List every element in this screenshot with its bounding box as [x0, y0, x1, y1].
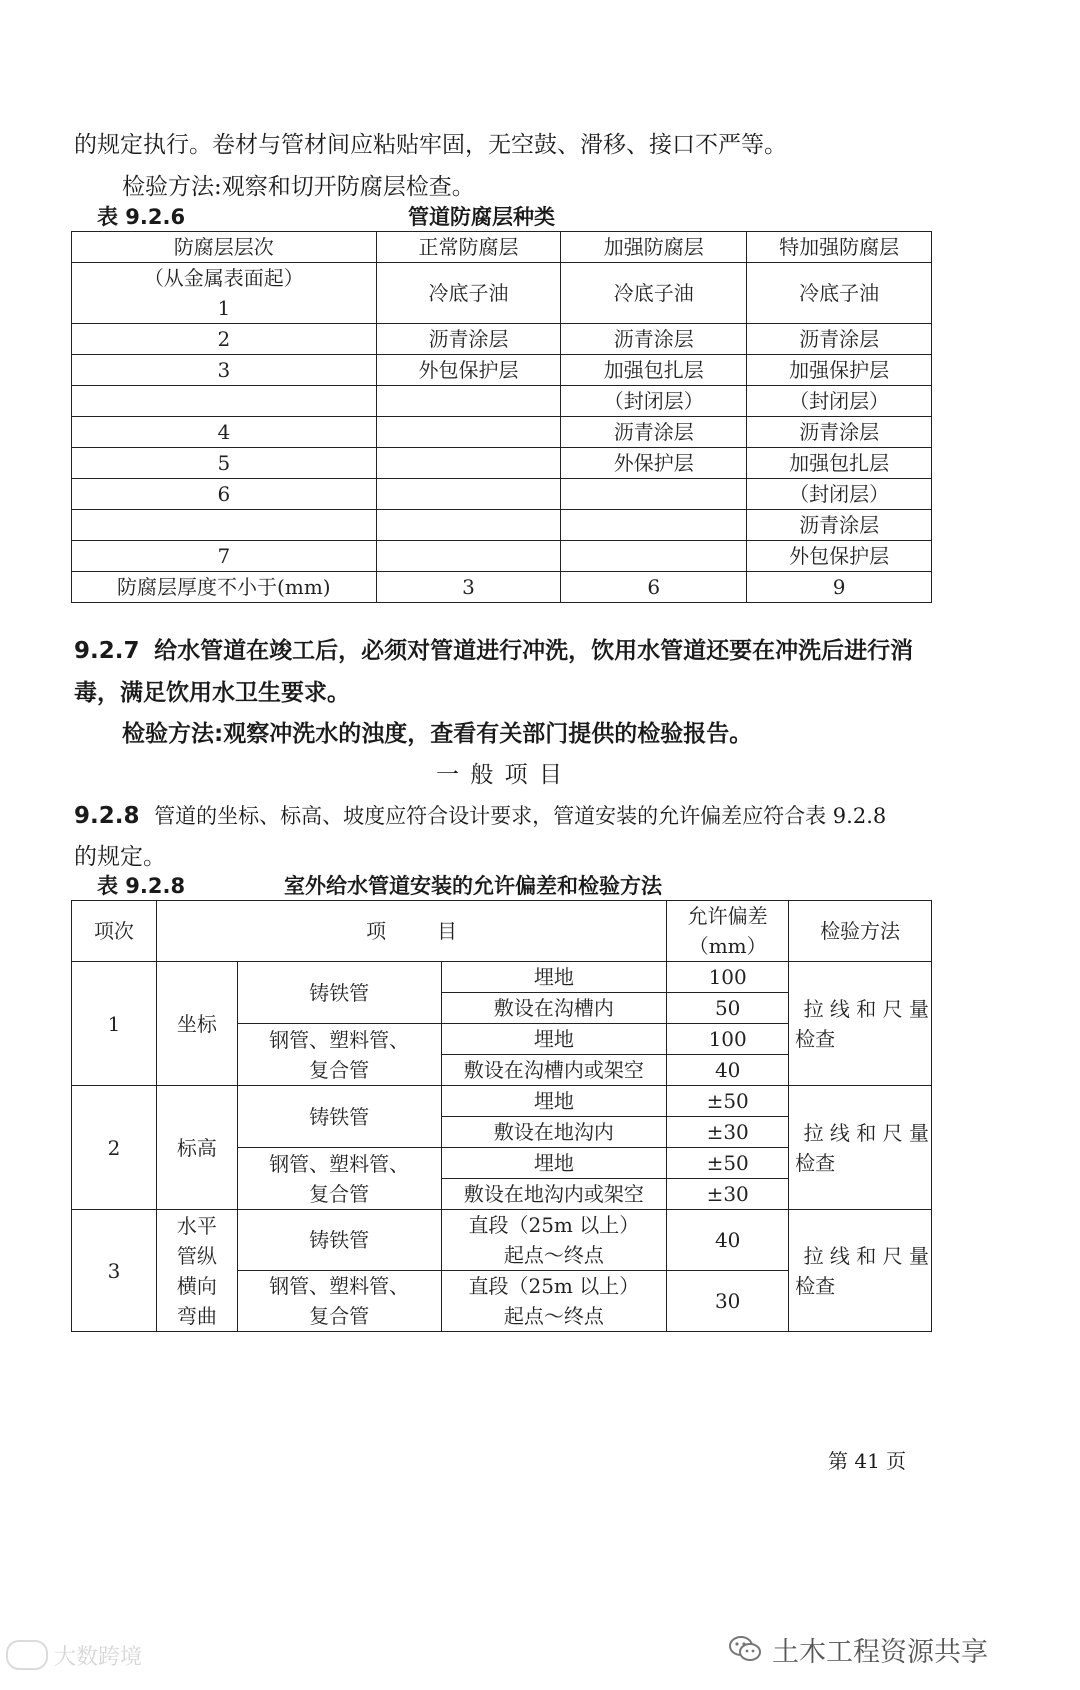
pipe-type	[237, 1024, 441, 1086]
page-number: 第 41 页	[828, 1449, 907, 1473]
condition-line: 起点～终点	[503, 1304, 604, 1328]
group-name-line: 弯曲	[176, 1303, 217, 1328]
table-cell: 沥青涂层	[747, 324, 932, 355]
condition-line: 直段（25m 以上）	[468, 1274, 640, 1298]
group-name-line: 管纵	[176, 1243, 217, 1268]
right-brand-name: 土木工程资源共享	[772, 1636, 988, 1668]
pipe-type: 铸铁管	[237, 1086, 441, 1148]
table1-number: 表 9.2.6	[97, 205, 186, 229]
pipe-line: 复合管	[309, 1057, 370, 1082]
condition-line: 直段（25m 以上）	[468, 1213, 640, 1237]
table-cell	[72, 263, 377, 324]
left-brand-name: 大数跨境	[54, 1644, 143, 1670]
pipe-line: 钢管、塑料管、	[269, 1151, 410, 1176]
method-cell	[789, 1086, 932, 1210]
table-cell: 加强保护层	[747, 355, 932, 386]
condition-cell: 敷设在沟槽内	[441, 993, 667, 1024]
method-line: 检查	[795, 1026, 836, 1051]
table-cell	[376, 448, 561, 479]
method-cell	[789, 1210, 932, 1332]
method-line: 检查	[795, 1150, 836, 1175]
group-name: 坐标	[156, 962, 237, 1086]
table2-number: 表 9.2.8	[97, 874, 186, 898]
table-cell: 沥青涂层	[747, 510, 932, 541]
right-watermark	[728, 1626, 988, 1672]
table-cell: （封闭层）	[561, 386, 747, 417]
condition-cell	[441, 1210, 667, 1271]
table-cell	[376, 541, 561, 572]
header-line: 允许偏差	[687, 904, 768, 928]
tolerance-cell: 40	[667, 1210, 789, 1271]
table-cell	[376, 510, 561, 541]
clause-927-line-1	[74, 636, 913, 666]
header-cell: 特加强防腐层	[747, 232, 932, 263]
group-number: 1	[72, 962, 157, 1086]
table-cell	[72, 386, 377, 417]
pipe-type: 铸铁管	[237, 1210, 441, 1271]
tolerance-cell: 40	[667, 1055, 789, 1086]
table1-title: 管道防腐层种类	[408, 205, 555, 229]
group-number: 2	[72, 1086, 157, 1210]
pipe-type: 铸铁管	[237, 962, 441, 1024]
tolerance-cell: 30	[667, 1271, 789, 1332]
header-cell: 防腐层层次	[72, 232, 377, 263]
table-cell: （封闭层）	[747, 479, 932, 510]
group-name	[156, 1210, 237, 1332]
table-cell: 9	[747, 572, 932, 603]
table-cell: 外包保护层	[747, 541, 932, 572]
header-method: 检验方法	[789, 901, 932, 962]
brand-logo-icon	[6, 1640, 48, 1670]
table-row	[72, 448, 932, 479]
table-cell: （封闭层）	[747, 386, 932, 417]
pipe-type	[237, 1148, 441, 1210]
table-row	[72, 541, 932, 572]
group-name-line: 水平	[176, 1213, 217, 1238]
tolerance-cell: ±30	[667, 1179, 789, 1210]
method-line: 拉 线 和 尺 量	[803, 1243, 929, 1268]
left-watermark	[6, 1632, 142, 1678]
table-cell	[376, 479, 561, 510]
method-cell	[789, 962, 932, 1086]
table-cell: 6	[72, 479, 377, 510]
table-header-row	[72, 901, 932, 962]
table-cell: 外保护层	[561, 448, 747, 479]
clause-number: 9.2.8	[74, 803, 140, 829]
pipe-type	[237, 1271, 441, 1332]
table-row	[72, 386, 932, 417]
table2-title: 室外给水管道安装的允许偏差和检验方法	[284, 874, 662, 898]
table-cell: 7	[72, 541, 377, 572]
table-cell: 冷底子油	[747, 263, 932, 324]
table-cell	[376, 417, 561, 448]
intro-line-1: 的规定执行。卷材与管材间应粘贴牢固，无空鼓、滑移、接口不严等。	[74, 132, 787, 158]
table-row	[72, 1086, 932, 1117]
table-cell: 3	[72, 355, 377, 386]
table-anticorrosion-layers	[71, 231, 932, 603]
table-cell	[561, 541, 747, 572]
table-row	[72, 962, 932, 993]
clause-928-line-1	[74, 801, 886, 831]
clause-text: 管道的坐标、标高、坡度应符合设计要求，管道安装的允许偏差应符合表 9.2.8	[154, 804, 887, 828]
tolerance-cell: 100	[667, 1024, 789, 1055]
condition-cell: 埋地	[441, 1148, 667, 1179]
tolerance-cell: 50	[667, 993, 789, 1024]
table-pipe-tolerance	[71, 900, 932, 1332]
section-heading-general: 一 般 项 目	[436, 762, 564, 788]
clause-text: 给水管道在竣工后，必须对管道进行冲洗，饮用水管道还要在冲洗后进行消	[154, 638, 914, 664]
table-row	[72, 479, 932, 510]
header-line: （mm）	[688, 934, 767, 958]
table-cell: 6	[561, 572, 747, 603]
table-row	[72, 417, 932, 448]
clause-927-inspection: 检验方法:观察冲洗水的浊度，查看有关部门提供的检验报告。	[122, 721, 753, 747]
table-cell: 5	[72, 448, 377, 479]
clause-number: 9.2.7	[74, 638, 140, 664]
tolerance-cell: ±50	[667, 1086, 789, 1117]
header-tolerance	[667, 901, 789, 962]
table-cell: 沥青涂层	[376, 324, 561, 355]
intro-line-2: 检验方法:观察和切开防腐层检查。	[122, 174, 475, 200]
condition-cell: 敷设在地沟内	[441, 1117, 667, 1148]
pipe-line: 钢管、塑料管、	[269, 1027, 410, 1052]
table-cell	[561, 510, 747, 541]
header-item-no: 项次	[72, 901, 157, 962]
table-cell: 加强包扎层	[561, 355, 747, 386]
tolerance-cell: ±30	[667, 1117, 789, 1148]
table-cell: 沥青涂层	[747, 417, 932, 448]
condition-cell	[441, 1271, 667, 1332]
table-cell: 防腐层厚度不小于(mm)	[72, 572, 377, 603]
table-cell: 外包保护层	[376, 355, 561, 386]
table-cell: 冷底子油	[561, 263, 747, 324]
cell-line: 1	[217, 296, 231, 320]
cell-line: （从金属表面起）	[143, 266, 304, 290]
clause-928-line-2: 的规定。	[74, 844, 166, 870]
condition-cell: 埋地	[441, 1024, 667, 1055]
table-cell	[72, 510, 377, 541]
clause-927-line-2: 毒，满足饮用水卫生要求。	[74, 680, 350, 706]
table-row	[72, 1210, 932, 1271]
table-cell: 加强包扎层	[747, 448, 932, 479]
tolerance-cell: ±50	[667, 1148, 789, 1179]
table-row	[72, 355, 932, 386]
header-item: 项 目	[156, 901, 666, 962]
table-row	[72, 510, 932, 541]
method-line: 检查	[795, 1273, 836, 1298]
condition-cell: 埋地	[441, 962, 667, 993]
table-row-thickness	[72, 572, 932, 603]
table-header-row	[72, 232, 932, 263]
group-name-line: 横向	[176, 1273, 217, 1298]
pipe-line: 复合管	[309, 1181, 370, 1206]
group-number: 3	[72, 1210, 157, 1332]
condition-cell: 埋地	[441, 1086, 667, 1117]
table-cell: 沥青涂层	[561, 417, 747, 448]
group-name: 标高	[156, 1086, 237, 1210]
method-line: 拉 线 和 尺 量	[803, 1120, 929, 1145]
table-cell: 2	[72, 324, 377, 355]
table-cell: 3	[376, 572, 561, 603]
table-cell: 沥青涂层	[561, 324, 747, 355]
header-cell: 正常防腐层	[376, 232, 561, 263]
pipe-line: 复合管	[309, 1304, 370, 1328]
pipe-line: 钢管、塑料管、	[269, 1274, 410, 1298]
method-line: 拉 线 和 尺 量	[803, 996, 929, 1021]
table-cell	[561, 479, 747, 510]
condition-cell: 敷设在沟槽内或架空	[441, 1055, 667, 1086]
table-cell	[376, 386, 561, 417]
table-row	[72, 263, 932, 324]
table-cell: 4	[72, 417, 377, 448]
table-cell: 冷底子油	[376, 263, 561, 324]
condition-cell: 敷设在地沟内或架空	[441, 1179, 667, 1210]
tolerance-cell: 100	[667, 962, 789, 993]
condition-line: 起点～终点	[503, 1243, 604, 1267]
table-row	[72, 324, 932, 355]
wechat-icon	[728, 1634, 762, 1664]
header-cell: 加强防腐层	[561, 232, 747, 263]
